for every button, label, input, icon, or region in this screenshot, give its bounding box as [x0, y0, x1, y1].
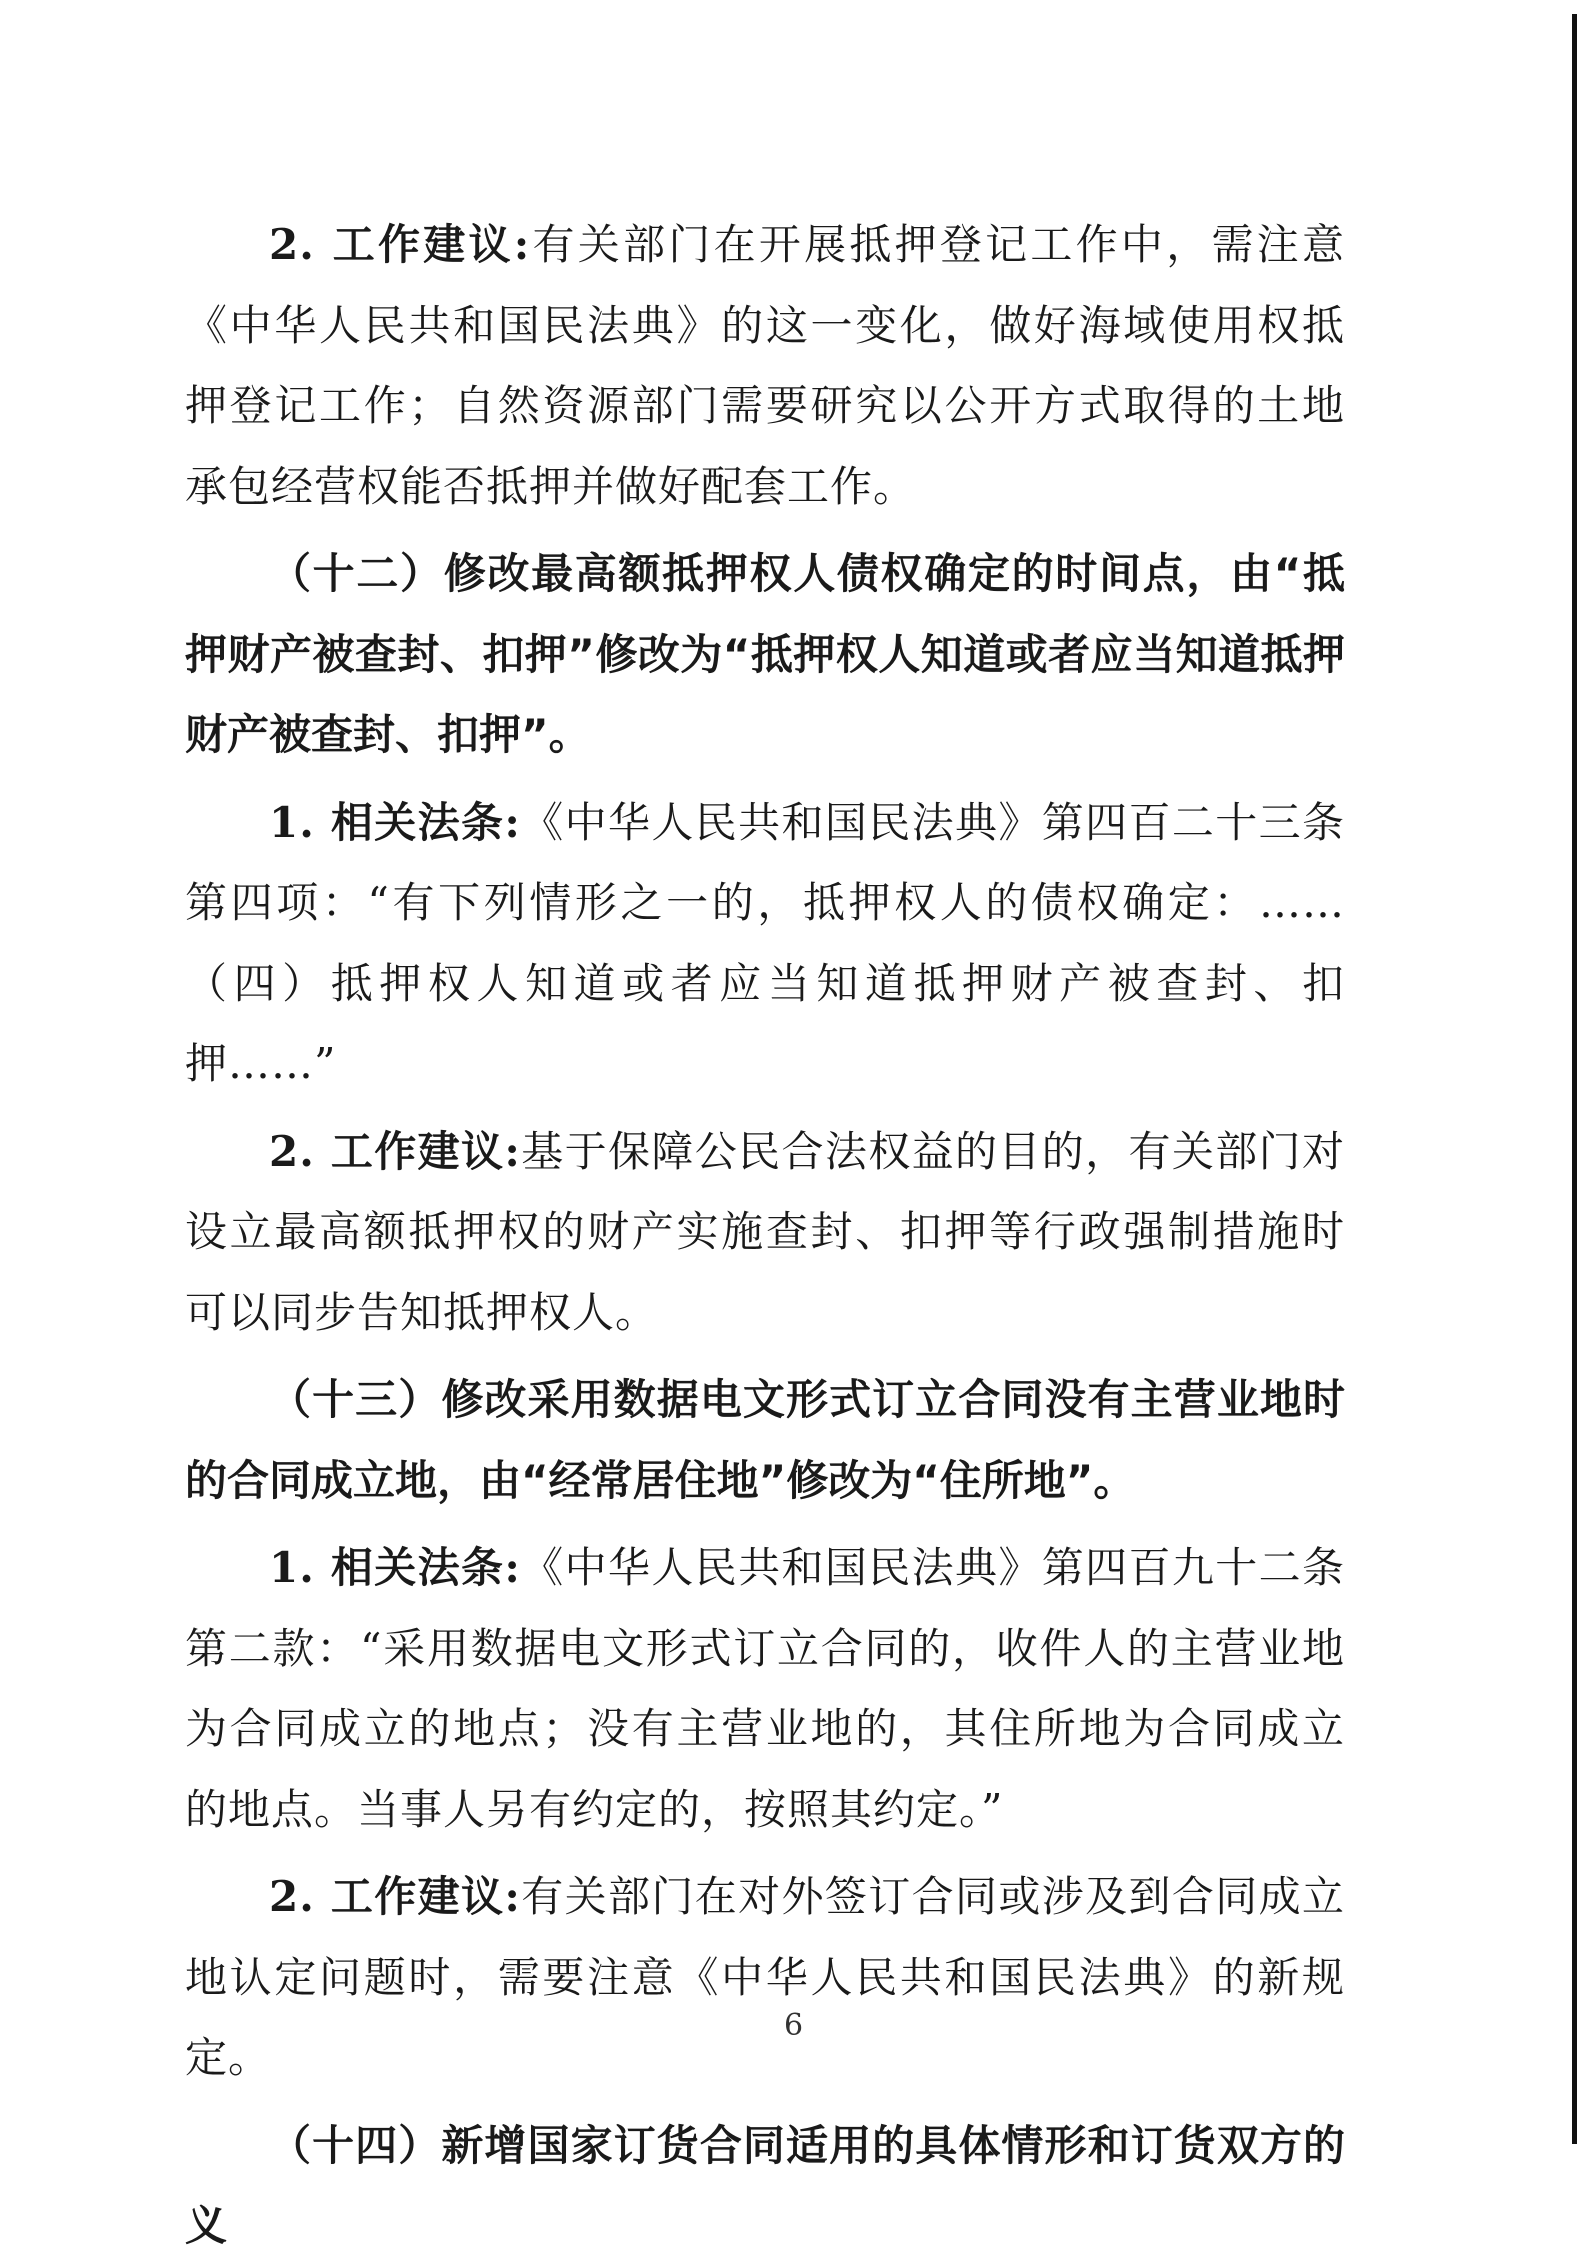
paragraph-text: 基于保障公民合法权益的目的，有关部门对设立最高额抵押权的财产实施查封、扣押等行政强制措施时可以同步告知抵押权人。 [185, 1126, 1345, 1337]
document-page [185, 205, 1345, 2267]
paragraph-related-law [185, 1528, 1345, 1850]
paragraph-work-suggestion [185, 205, 1345, 527]
page-number: 6 [783, 2008, 804, 2043]
paragraph-lead: 2. 工作建议: [269, 220, 531, 269]
section-heading-12: （十二）修改最高额抵押权人债权确定的时间点，由“抵押财产被查封、扣押”修改为“抵押权人知道或者应当知道抵押财产被查封、扣押”。 [185, 549, 1345, 759]
paragraph-work-suggestion [185, 1112, 1345, 1354]
paragraph-related-law [185, 783, 1345, 1105]
section-heading-14: （十四）新增国家订货合同适用的具体情形和订货双方的义 [185, 2120, 1345, 2250]
paragraph-text: 《中华人民共和国民法典》第四百九十二条第二款：“采用数据电文形式订立合同的，收件人的主营业地为合同成立的地点；没有主营业地的，其住所地为合同成立的地点。当事人另有约定的，按照其约定。” [185, 1543, 1345, 1834]
paragraph-work-suggestion [185, 1857, 1345, 2099]
paragraph-text: 有关部门在开展抵押登记工作中，需注意《中华人民共和国民法典》的这一变化，做好海域使用权抵押登记工作；自然资源部门需要研究以公开方式取得的土地承包经营权能否抵押并做好配套工作。 [185, 220, 1345, 511]
scan-edge-line [1572, 14, 1577, 2144]
section-heading-13: （十三）修改采用数据电文形式订立合同没有主营业地时的合同成立地，由“经常居住地”修改为“住所地”。 [185, 1375, 1345, 1505]
paragraph-lead: 2. 工作建议: [269, 1126, 521, 1176]
paragraph-lead: 2. 工作建议: [269, 1872, 521, 1921]
paragraph-lead: 1. 相关法条: [269, 1543, 521, 1592]
paragraph-lead: 1. 相关法条: [269, 797, 521, 847]
paragraph-text: 有关部门在对外签订合同或涉及到合同成立地认定问题时，需要注意《中华人民共和国民法典》的新规定。 [185, 1872, 1345, 2082]
paragraph-text: 《中华人民共和国民法典》第四百二十三条第四项：“有下列情形之一的，抵押权人的债权确定：……（四）抵押权人知道或者应当知道抵押财产被查封、扣押……” [185, 797, 1345, 1088]
